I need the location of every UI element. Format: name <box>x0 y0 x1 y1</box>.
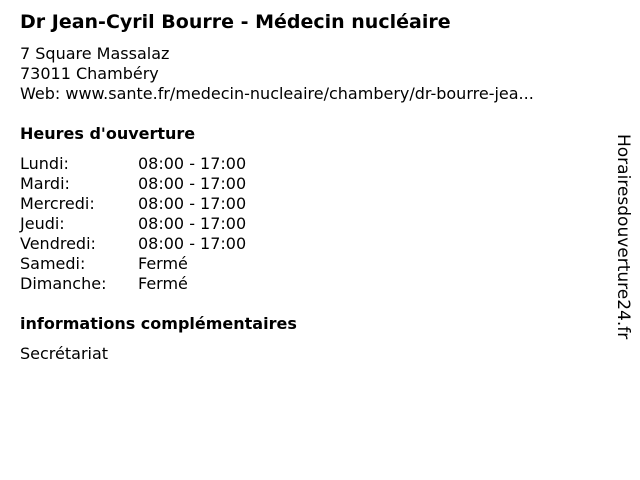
hours-value: Fermé <box>138 274 188 293</box>
day-label: Mercredi: <box>20 194 95 213</box>
hours-row-sunday <box>20 274 246 294</box>
hours-row-saturday <box>20 254 246 274</box>
hours-row-tuesday <box>20 174 246 194</box>
day-label: Jeudi: <box>20 214 65 233</box>
hours-row-friday <box>20 234 246 254</box>
hours-row-wednesday <box>20 194 246 214</box>
site-watermark-text: Horairesdouverture24.fr <box>613 134 633 340</box>
address-street: 7 Square Massalaz <box>20 44 170 63</box>
day-label: Mardi: <box>20 174 70 193</box>
hours-row-monday <box>20 154 246 174</box>
website-link[interactable]: Web: www.sante.fr/medecin-nucleaire/chambery/dr-bourre-jea... <box>20 84 534 103</box>
hours-value: 08:00 - 17:00 <box>138 234 247 253</box>
opening-hours-table <box>20 154 246 294</box>
day-label: Vendredi: <box>20 234 96 253</box>
address-city: 73011 Chambéry <box>20 64 159 83</box>
hours-value: 08:00 - 17:00 <box>138 174 247 193</box>
hours-value: 08:00 - 17:00 <box>138 214 247 233</box>
site-watermark <box>610 134 636 376</box>
hours-row-thursday <box>20 214 246 234</box>
opening-hours-heading: Heures d'ouverture <box>20 124 196 143</box>
page-title: Dr Jean-Cyril Bourre - Médecin nucléaire <box>20 11 451 33</box>
business-address <box>20 44 534 104</box>
day-label: Samedi: <box>20 254 86 273</box>
day-label: Dimanche: <box>20 274 107 293</box>
hours-value: 08:00 - 17:00 <box>138 194 247 213</box>
day-label: Lundi: <box>20 154 69 173</box>
additional-info-heading: informations complémentaires <box>20 314 297 333</box>
additional-info-text: Secrétariat <box>20 344 109 363</box>
hours-value: Fermé <box>138 254 188 273</box>
hours-value: 08:00 - 17:00 <box>138 154 247 173</box>
